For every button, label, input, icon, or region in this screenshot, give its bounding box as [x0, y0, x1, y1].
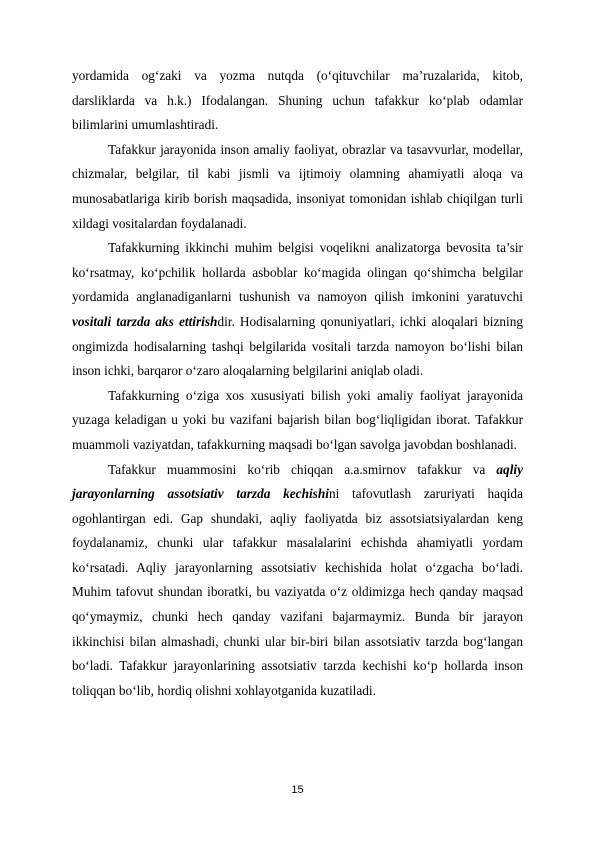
paragraph-1: yordamida og‘zaki va yozma nutqda (o‘qituvchilar ma’ruzalarida, kitob, darsliklarda va h.k.) Ifodalangan. Shuning uchun tafakkur ko‘plab odamlar bilimlarini umumlashtiradi.: [72, 68, 523, 133]
paragraph-4: Tafakkurning o‘ziga xos xususiyati bilish yoki amaliy faoliyat jarayonida yuzaga keladigan u yoki bu vazifani bajarish bilan bog‘liqligidan iborat. Tafakkur muammoli vaziyatdan, tafakkurning maqsadi bo‘lgan savolga javobdan boshlanadi.: [72, 387, 523, 452]
paragraph-5: [72, 458, 523, 704]
paragraph-5-text-after: ni tafovutlash zaruriyati haqida ogohlantirgan edi. Gap shundaki, aqliy faoliyatda biz assotsiatsiyalardan keng foydalanamiz, chunki ular tafakkur masalalarini echishda ahamiyatli yordam ko‘rsatadi. Aqliy jarayonlarning assotsiativ kechishida holat o‘zgacha bo‘ladi. Muhim tafovut shundan iboratki, bu vaziyatda o‘z oldimizga hech qanday maqsad qo‘ymaymiz, chunki hech qanday vazifani bajarmaymiz. Bunda bir jarayon ikkinchisi bilan almashadi, chunki ular bir-biri bilan assotsiativ tarzda bog‘langan bo‘ladi. Tafakkur jarayonlarining assotsiativ tarzda kechishi ko‘p hollarda inson toliqqan bo‘lib, hordiq olishni xohlayotganida kuzatiladi.: [72, 486, 523, 698]
paragraph-2: Tafakkur jarayonida inson amaliy faoliyat, obrazlar va tasavvurlar, modellar, chizmalar, belgilar, til kabi jismli va ijtimoiy olamning ahamiyatli aloqa va munosabatlariga kirib borish maqsadida, insoniyat tomonidan ishlab chiqilgan turli xildagi vositalardan foydalanadi.: [72, 141, 523, 231]
paragraph-3-emphasis: vositali tarzda aks ettirish: [72, 313, 218, 329]
paragraph-5-text-before: Tafakkur muammosini ko‘rib chiqqan a.a.smirnov tafakkur va: [108, 461, 497, 477]
paragraph-5-emphasis: aqliy jarayonlarning assotsiativ tarzda kechishi: [72, 461, 523, 502]
paragraph-3-text-before: Tafakkurning ikkinchi muhim belgisi voqelikni analizatorga bevosita ta’sir ko‘rsatmay, ko‘pchilik hollarda asboblar ko‘magida olingan qo‘shimcha belgilar yordamida anglanadiganlarni tushunish va namoyon qilish imkonini yaratuvchi: [72, 240, 523, 305]
page-body: [72, 64, 523, 703]
paragraph-3: [72, 236, 523, 384]
paragraph-3-text-after: dir. Hodisalarning qonuniyatlari, ichki aloqalari bizning ongimizda hodisalarning tashqi belgilarida vositali tarzda namoyon bo‘lishi bilan inson ichki, barqaror o‘zaro aloqalarning belgilarini aniqlab oladi.: [72, 313, 523, 379]
page-number: 15: [291, 784, 304, 796]
